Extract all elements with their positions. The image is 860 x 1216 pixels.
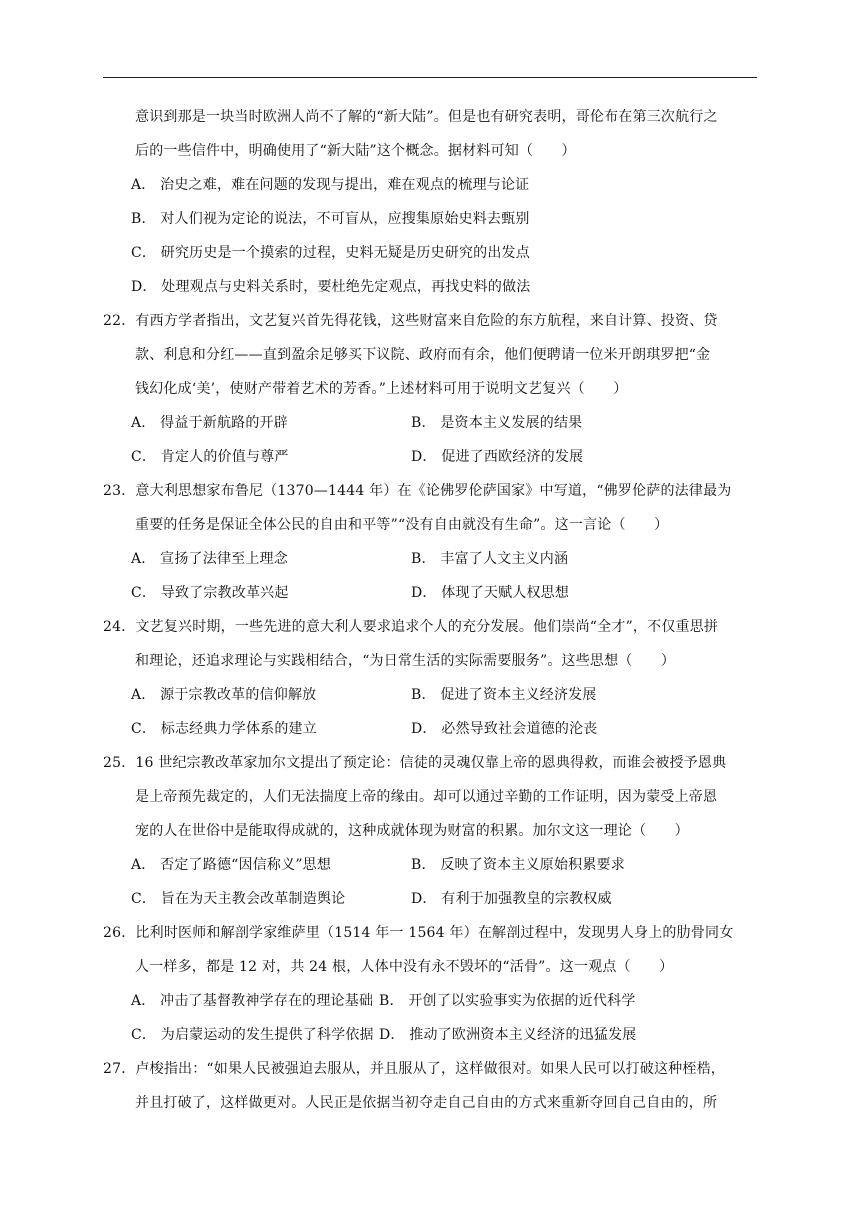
question-stem-line: 钱幻化成‘美’，使财产带着艺术的芳香。”上述材料可用于说明文艺复兴（ ） [135,381,628,397]
header-rule [103,77,757,78]
question-stem-line: 27．卢梭指出：“如果人民被强迫去服从，并且服从了，这样做很对。如果人民可以打破这种桎梏， [103,1061,725,1077]
option-d: D． 推动了欧洲资本主义经济的迅猛发展 [379,1027,637,1043]
question-stem-line: 后的一些信件中，明确使用了“新大陆”这个概念。据材料可知（ ） [135,143,576,159]
question-stem-line: 意识到那是一块当时欧洲人尚不了解的“新大陆”。但是也有研究表明，哥伦布在第三次航行之 [135,109,718,125]
exam-page [103,100,771,1120]
question-stem-line: 22．有西方学者指出，文艺复兴首先得花钱，这些财富来自危险的东方航程，来自计算、投资、贷 [103,313,718,329]
option-b: B． 是资本主义发展的结果 [411,415,583,431]
option-a: A． 冲击了基督教神学存在的理论基础 [131,993,374,1009]
question-stem-line: 26．比利时医师和解剖学家维萨里（1514 年一 1564 年）在解剖过程中，发现男人身上的肋骨同女 [103,925,734,941]
option-c: C． 研究历史是一个摸索的过程，史料无疑是历史研究的出发点 [131,245,530,261]
question-27 [103,1052,771,1120]
option-b: B． 促进了资本主义经济发展 [411,687,597,703]
question-stem-line: 款、利息和分红——直到盈余足够买下议院、政府而有余，他们便聘请一位米开朗琪罗把“金 [135,347,711,363]
option-c: C． 旨在为天主教会改革制造舆论 [131,891,346,907]
question-stem-line: 人一样多，都是 12 对，共 24 根，人体中没有永不毁坏的“活骨”。这一观点（ ） [135,959,674,975]
question-24 [103,610,771,746]
question-stem-line: 和理论，还追求理论与实践相结合，“为日常生活的实际需要服务”。这些思想（ ） [135,653,676,669]
option-d: D． 有利于加强教皇的宗教权威 [411,891,612,907]
option-b: B． 开创了以实验事实为依据的近代科学 [379,993,636,1009]
question-stem-line: 23．意大利思想家布鲁尼（1370—1444 年）在《论佛罗伦萨国家》中写道，“佛罗伦萨的法律最为 [103,483,732,499]
option-a: A． 否定了路德“因信称义”思想 [131,857,332,873]
question-stem-line: 重要的任务是保证全体公民的自由和平等”“没有自由就没有生命”。这一言论（ ） [135,517,669,533]
option-b: B． 反映了资本主义原始积累要求 [411,857,625,873]
option-d: D． 必然导致社会道德的沦丧 [411,721,598,737]
question-22 [103,304,771,474]
option-a: A． 治史之难，难在问题的发现与提出，难在观点的梳理与论证 [131,177,530,193]
question-stem-line: 25．16 世纪宗教改革家加尔文提出了预定论：信徒的灵魂仅靠上帝的恩典得救，而谁会被授予恩典 [103,755,727,771]
question-stem-line: 并且打破了，这样做更对。人民正是依据当初夺走自己自由的方式来重新夺回自己自由的，所 [135,1095,718,1111]
option-d: D． 处理观点与史料关系时，要杜绝先定观点，再找史料的做法 [131,279,531,295]
question-25 [103,746,771,916]
question-stem-line: 24．文艺复兴时期，一些先进的意大利人要求追求个人的充分发展。他们崇尚“全才”，不仅重思拼 [103,619,719,635]
question-26 [103,916,771,1052]
option-d: D． 体现了天赋人权思想 [411,585,570,601]
option-c: C． 为启蒙运动的发生提供了科学依据 [131,1027,374,1043]
option-d: D． 促进了西欧经济的发展 [411,449,584,465]
question-stem-line: 宠的人在世俗中是能取得成就的，这种成就体现为财富的积累。加尔文这一理论（ ） [135,823,689,839]
option-c: C． 标志经典力学体系的建立 [131,721,317,737]
option-a: A． 得益于新航路的开辟 [131,415,288,431]
option-c: C． 导致了宗教改革兴起 [131,585,289,601]
option-b: B． 对人们视为定论的说法，不可盲从，应搜集原始史料去甄别 [131,211,530,227]
option-a: A． 源于宗教改革的信仰解放 [131,687,317,703]
option-b: B． 丰富了人文主义内涵 [411,551,569,567]
question-stem-line: 是上帝预先裁定的，人们无法揣度上帝的缘由。却可以通过辛勤的工作证明，因为蒙受上帝恩 [135,789,718,805]
question-21 [103,100,771,304]
question-23 [103,474,771,610]
option-a: A． 宣扬了法律至上理念 [131,551,288,567]
option-c: C． 肯定人的价值与尊严 [131,449,289,465]
